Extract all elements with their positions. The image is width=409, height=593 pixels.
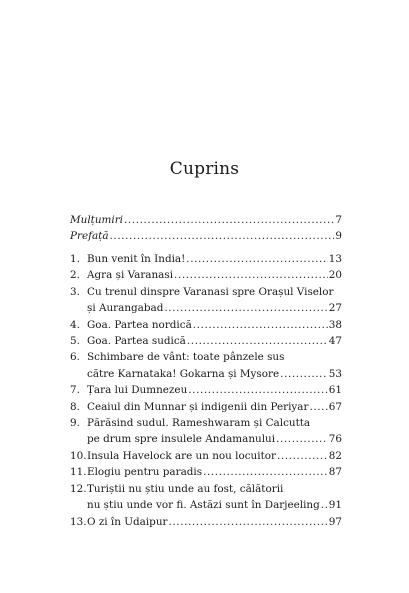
entry-title: Mulțumiri <box>70 214 123 226</box>
page-number: 87 <box>328 466 342 479</box>
chapter-title-line <box>87 366 342 382</box>
chapter-title-line <box>87 399 342 415</box>
dot-leader <box>124 212 334 228</box>
chapter-entry[interactable] <box>70 317 342 333</box>
page-number: 9 <box>335 230 342 243</box>
chapter-entry[interactable] <box>70 415 342 448</box>
chapter-title-line <box>87 284 342 300</box>
chapter-title: O zi în Udaipur <box>87 515 168 528</box>
chapter-entry[interactable] <box>70 349 342 382</box>
chapter-entry[interactable] <box>70 514 342 530</box>
chapter-entry[interactable] <box>70 267 342 283</box>
chapter-title-line <box>87 497 342 513</box>
page-number: 91 <box>328 499 342 512</box>
page-number: 76 <box>328 433 342 446</box>
dot-leader <box>203 464 328 480</box>
chapter-title: Schimbare de vânt: toate pânzele sus <box>87 351 285 364</box>
chapter-body <box>87 317 342 333</box>
chapter-body <box>87 464 342 480</box>
dot-leader <box>321 497 328 513</box>
page-number: 20 <box>328 269 342 282</box>
chapter-title: Goa. Partea nordică <box>87 318 192 331</box>
front-matter-list <box>70 212 342 245</box>
page-number: 13 <box>328 253 342 265</box>
page-number: 97 <box>328 515 342 528</box>
page-number: 67 <box>328 400 342 413</box>
chapter-entry[interactable] <box>70 481 342 514</box>
chapter-title-line <box>87 317 342 333</box>
chapter-title: Ceaiul din Munnar și indigenii din Periyar <box>87 400 309 413</box>
chapter-title: Părăsind sudul. Rameshwaram și Calcutta <box>87 417 311 430</box>
chapter-number: 13. <box>70 515 87 528</box>
toc-entry[interactable] <box>70 228 342 244</box>
dot-leader <box>277 448 328 464</box>
chapter-title-line <box>87 415 342 431</box>
chapter-title-line <box>87 349 342 365</box>
chapter-title-line <box>87 333 342 349</box>
page-number: 7 <box>335 214 342 226</box>
chapter-title-line <box>87 448 342 464</box>
chapter-number: 11. <box>70 466 87 479</box>
chapter-body <box>87 514 342 530</box>
chapter-title: Elogiu pentru paradis <box>87 466 203 479</box>
chapter-entry[interactable] <box>70 382 342 398</box>
chapter-title: Agra și Varanasi <box>87 269 174 282</box>
chapter-body <box>87 448 342 464</box>
chapter-title-line <box>87 431 342 447</box>
dot-leader <box>193 317 328 333</box>
dot-leader <box>168 514 327 530</box>
chapter-number: 2. <box>70 269 80 282</box>
chapter-entry[interactable] <box>70 464 342 480</box>
chapter-title-line <box>87 300 342 316</box>
chapter-body <box>87 399 342 415</box>
chapter-entry[interactable] <box>70 284 342 317</box>
dot-leader <box>276 431 328 447</box>
dot-leader <box>280 366 328 382</box>
dot-leader <box>174 267 328 283</box>
dot-leader <box>187 333 328 349</box>
chapter-number: 6. <box>70 351 80 364</box>
chapter-number: 1. <box>70 253 80 265</box>
chapter-number: 10. <box>70 449 87 462</box>
chapter-body <box>87 251 342 267</box>
chapter-body <box>87 284 342 317</box>
chapter-number: 9. <box>70 417 80 430</box>
chapter-title: către Karnataka! Gokarna și Mysore <box>87 367 280 380</box>
chapter-body <box>87 349 342 382</box>
chapter-entry[interactable] <box>70 448 342 464</box>
chapter-body <box>87 415 342 448</box>
chapter-entry[interactable] <box>70 333 342 349</box>
chapter-body <box>87 333 342 349</box>
chapter-number: 4. <box>70 318 80 331</box>
chapter-number: 3. <box>70 285 80 298</box>
dot-leader <box>188 382 328 398</box>
chapter-title: Turiștii nu știu unde au fost, călătorii <box>87 482 284 495</box>
chapter-title-line <box>87 251 342 267</box>
chapter-title: Țara lui Dumnezeu <box>87 384 188 397</box>
chapter-list <box>70 251 342 530</box>
page-number: 47 <box>328 335 342 348</box>
dot-leader <box>309 399 327 415</box>
entry-title: Prefață <box>70 230 109 243</box>
page-number: 38 <box>328 318 342 331</box>
chapter-number: 12. <box>70 482 87 495</box>
chapter-title: pe drum spre insulele Andamanului <box>87 433 276 446</box>
chapter-entry[interactable] <box>70 399 342 415</box>
chapter-title: și Aurangabad <box>87 302 164 315</box>
chapter-title-line <box>87 382 342 398</box>
chapter-title: Goa. Partea sudică <box>87 335 186 348</box>
dot-leader <box>164 300 327 316</box>
chapter-body <box>87 267 342 283</box>
chapter-body <box>87 382 342 398</box>
chapter-title-line <box>87 514 342 530</box>
chapter-title: nu știu unde vor fi. Astăzi sunt în Darjeeling <box>87 499 320 512</box>
page-title: Cuprins <box>169 159 240 179</box>
page-number: 82 <box>328 449 342 462</box>
chapter-title: Insula Havelock are un nou locuitor <box>87 449 276 462</box>
chapter-number: 5. <box>70 335 80 348</box>
chapter-title: Bun venit în India! <box>87 253 186 265</box>
chapter-entry[interactable] <box>70 251 342 267</box>
toc-entry[interactable] <box>70 212 342 228</box>
chapter-title-line <box>87 481 342 497</box>
chapter-number: 7. <box>70 384 80 397</box>
dot-leader <box>110 228 335 244</box>
dot-leader <box>186 251 327 267</box>
chapter-title-line <box>87 267 342 283</box>
chapter-title: Cu trenul dinspre Varanasi spre Orașul Viselor <box>87 285 334 298</box>
page-number: 27 <box>328 302 342 315</box>
chapter-title-line <box>87 464 342 480</box>
chapter-body <box>87 481 342 514</box>
page-number: 53 <box>328 367 342 380</box>
page-number: 61 <box>328 384 342 397</box>
chapter-number: 8. <box>70 400 80 413</box>
